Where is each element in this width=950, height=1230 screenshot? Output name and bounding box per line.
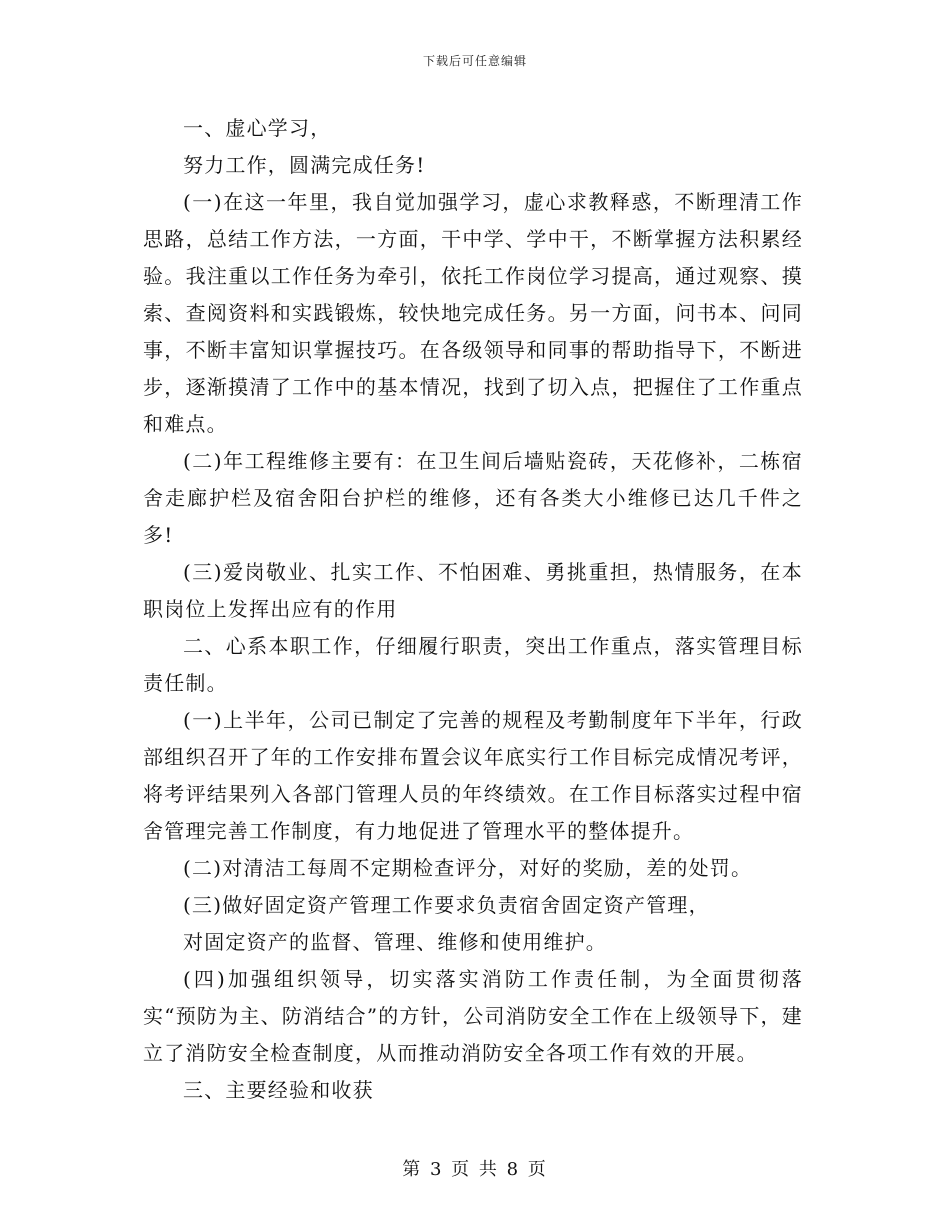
section-heading-2: 二、心系本职工作，仔细履行职责，突出工作重点，落实管理目标责任制。 — [143, 634, 803, 695]
paragraph: 对固定资产的监督、管理、维修和使用维护。 — [183, 930, 607, 954]
paragraph: 努力工作，圆满完成任务! — [183, 153, 426, 177]
paragraph: (二)年工程维修主要有：在卫生间后墙贴瓷砖，天花修补，二栋宿舍走廊护栏及宿舍阳台护栏的维修，还有各类大小维修已达几千件之多! — [143, 449, 803, 547]
section-heading-3: 三、主要经验和收获 — [183, 1078, 374, 1102]
paragraph: (一)上半年，公司已制定了完善的规程及考勤制度年下半年，行政部组织召开了年的工作安排布置会议年底实行工作目标完成情况考评，将考评结果列入各部门管理人员的年终绩效。在工作目标落实过程中宿舍管理完善工作制度，有力地促进了管理水平的整体提升。 — [143, 708, 803, 843]
paragraph: (三)做好固定资产管理工作要求负责宿舍固定资产管理， — [183, 893, 710, 917]
paragraph: (三)爱岗敬业、扎实工作、不怕困难、勇挑重担，热情服务，在本职岗位上发挥出应有的作用 — [143, 560, 803, 621]
paragraph: (四)加强组织领导，切实落实消防工作责任制，为全面贯彻落实“预防为主、防消结合”的方针，公司消防安全工作在上级领导下，建立了消防安全检查制度，从而推动消防安全各项工作有效的开展。 — [143, 967, 803, 1065]
page-header-note: 下载后可任意编辑 — [422, 54, 527, 68]
paragraph: (二)对清洁工每周不定期检查评分，对好的奖励，差的处罚。 — [183, 856, 753, 880]
page-number: 第 3 页 共 8 页 — [402, 1159, 548, 1180]
document-body — [143, 110, 803, 1109]
paragraph: (一)在这一年里，我自觉加强学习，虚心求教释惑，不断理清工作思路，总结工作方法，一方面，干中学、学中干，不断掌握方法积累经验。我注重以工作任务为牵引，依托工作岗位学习提高，通过观察、摸索、查阅资料和实践锻炼，较快地完成任务。另一方面，问书本、问同事，不断丰富知识掌握技巧。在各级领导和同事的帮助指导下，不断进步，逐渐摸清了工作中的基本情况，找到了切入点，把握住了工作重点和难点。 — [143, 190, 803, 436]
section-heading-1: 一、虚心学习， — [183, 116, 332, 140]
